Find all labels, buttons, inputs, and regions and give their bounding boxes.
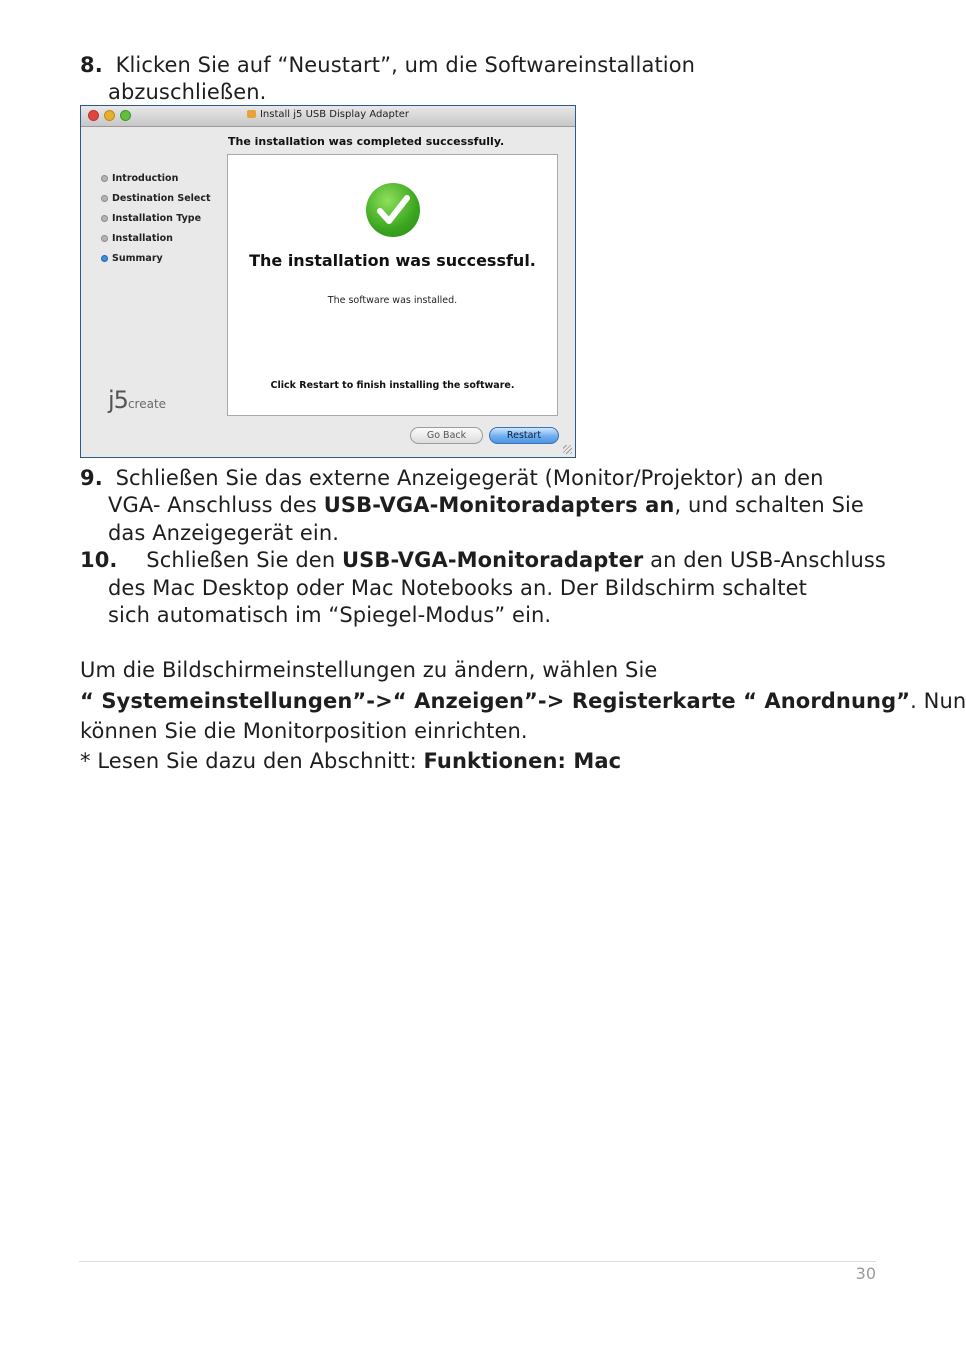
- window-titlebar: [81, 106, 575, 127]
- sidebar-step-label: Installation Type: [112, 213, 202, 224]
- footer-divider: [79, 1261, 876, 1262]
- installer-steps-sidebar: [101, 172, 211, 272]
- para-line-4: [80, 748, 621, 775]
- step-10-text-c: an den USB-Anschluss: [643, 548, 886, 572]
- step-8-line-2: abzuschließen.: [108, 80, 267, 104]
- go-back-button[interactable]: Go Back: [410, 427, 483, 444]
- step-bullet-icon: [101, 215, 108, 222]
- sidebar-step-destination-select: [101, 192, 211, 212]
- sidebar-step-label: Installation: [112, 233, 173, 244]
- step-9-line-2: [108, 492, 864, 519]
- step-9-line-3: das Anzeigegerät ein.: [108, 521, 340, 545]
- sidebar-step-introduction: [101, 172, 211, 192]
- para-ref-bold: Funktionen: Mac: [423, 749, 622, 773]
- sidebar-step-installation-type: [101, 212, 211, 232]
- step-9-line-1: [80, 465, 824, 492]
- restart-button[interactable]: Restart: [489, 427, 559, 444]
- package-icon: [247, 110, 256, 118]
- step-bullet-active-icon: [101, 255, 108, 262]
- step-9-text-c: , und schalten Sie: [674, 493, 864, 517]
- step-10-line-2: des Mac Desktop oder Mac Notebooks an. Der Bildschirm schaltet: [108, 576, 807, 600]
- success-subtitle: The software was installed.: [327, 295, 458, 306]
- step-9-bold: USB-VGA-Monitoradapters an: [323, 493, 675, 517]
- success-title: The installation was successful.: [249, 251, 536, 270]
- para-bold-path: “ Systemeinstellungen”->“ Anzeigen”-> Registerkarte “ Anordnung”: [80, 689, 911, 713]
- step-10-number: 10.: [80, 548, 118, 572]
- resize-grip-icon[interactable]: [563, 445, 572, 454]
- checkmark-icon: [366, 183, 420, 237]
- step-8-text: Klicken Sie auf “Neustart”, um die Softwareinstallation: [115, 53, 696, 77]
- step-9-text: Schließen Sie das externe Anzeigegerät (Monitor/Projektor) an den: [115, 466, 824, 490]
- step-9-number: 9.: [80, 466, 103, 490]
- logo-j5: j5: [108, 386, 128, 414]
- sidebar-step-label: Destination Select: [112, 193, 211, 204]
- step-10-bold: USB-VGA-Monitoradapter: [342, 548, 644, 572]
- step-8-number: 8.: [80, 53, 103, 77]
- para-line-2: [80, 688, 966, 715]
- window-title-text: Install j5 USB Display Adapter: [259, 109, 410, 120]
- para-line-3: können Sie die Monitorposition einrichten.: [80, 719, 528, 743]
- para-text-c: . Nun: [910, 689, 966, 713]
- summary-panel: [227, 154, 558, 416]
- installer-window-screenshot: [80, 105, 576, 458]
- window-title: [81, 109, 575, 120]
- step-10-line-3: sich automatisch im “Spiegel-Modus” ein.: [108, 603, 552, 627]
- sidebar-step-summary: [101, 252, 211, 272]
- step-9-text-a: VGA- Anschluss des: [108, 493, 324, 517]
- step-10-line-1: [80, 547, 886, 574]
- page-number: 30: [855, 1264, 876, 1283]
- step-10-text-a: Schließen Sie den: [146, 548, 342, 572]
- step-bullet-icon: [101, 175, 108, 182]
- step-8-line-1: [80, 52, 695, 79]
- sidebar-step-installation: [101, 232, 211, 252]
- j5create-logo: [108, 386, 166, 414]
- sidebar-step-label: Summary: [112, 253, 163, 264]
- sidebar-step-label: Introduction: [112, 173, 179, 184]
- step-bullet-icon: [101, 195, 108, 202]
- restart-note: Click Restart to finish installing the software.: [270, 380, 515, 391]
- installer-headline: The installation was completed successfully.: [228, 135, 505, 148]
- para-line-1: Um die Bildschirmeinstellungen zu ändern, wählen Sie: [80, 658, 658, 682]
- step-bullet-icon: [101, 235, 108, 242]
- para-ref-text: * Lesen Sie dazu den Abschnitt:: [80, 749, 424, 773]
- logo-create: create: [127, 397, 167, 411]
